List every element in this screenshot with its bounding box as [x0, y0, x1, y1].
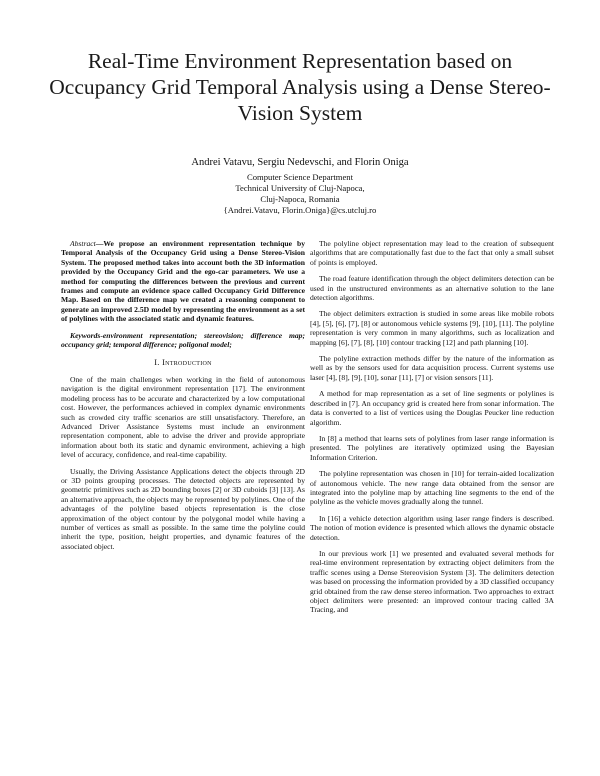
abstract — [61, 239, 305, 324]
affiliation-city: Cluj-Napoca, Romania — [260, 194, 340, 204]
paper-title: Real-Time Environment Representation based on Occupancy Grid Temporal Analysis using a Dense Stereo-Vision System — [49, 49, 551, 125]
affiliation-university: Technical University of Cluj-Napoca, — [235, 183, 365, 193]
body-paragraph: The object delimiters extraction is studied in some areas like mobile robots [4], [5], [6], [7], [8] or autonomous vehicle systems [9], [10], [11]. The polyline representation is very common in many algorithms, such as localization and mapping [6], [7], [8], [10] contour tracking [12] and path planning [10]. — [310, 309, 554, 347]
affiliation-email: {Andrei.Vatavu, Florin.Oniga}@cs.utcluj.ro — [223, 205, 377, 215]
body-paragraph: A method for map representation as a set of line segments or polylines is described in [7]. An occupancy grid is created here from sonar information. The data is converted to a list of vertices using the Douglas Peucker line reduction algorithm. — [310, 389, 554, 427]
intro-paragraph: Usually, the Driving Assistance Applications detect the objects through 2D or 3D points grouping processes. The detected objects are represented by geometric primitives such as 2D bounding boxes [2] or 3D cuboids [3] [13]. As an alternative approach, the objects may be represented by polylines. One of the advantages of the polyline based objects representation is the close approximation of the object contour by the polygonal model while having a number of vertices as small as possible. In the same time the polyline could inherit the type, position, height properties, and dynamic features of the associated object. — [61, 466, 305, 551]
intro-paragraph: One of the main challenges when working in the field of autonomous navigation is the digital environment representation [17]. The environment modeling process has to be accurate and characterized by a low computational cost. However, the performances achieved in complex dynamic environments such as crowded city traffic scenarios are still unsatisfactory. Therefore, an Advanced Driver Assistance Systems must include an environment representation component, able to advise the driver and provide appropriate information about both its static and dynamic environment, achieving a high level of accuracy, confidence, and real-time capability. — [61, 374, 305, 460]
body-paragraph: The road feature identification through the object delimiters detection can be used in the unstructured environments as an alternative solution to the lane detection algorithms. — [310, 274, 554, 303]
body-paragraph: In our previous work [1] we presented and evaluated several methods for real-time environment representation by extracting object delimiters from the traffic scenes using a Dense Stereovision System [3]. The delimiters detection was based on processing the information provided by a 3D classified occupancy grid obtained from the raw dense stereo information. Two approaches to extract object delimiters were presented: an improved contour tracing called 3A Tracing, and — [310, 548, 554, 615]
affiliation-block — [60, 172, 540, 216]
body-paragraph: In [8] a method that learns sets of polylines from laser range information is presented. The polylines are iteratively optimized using the Bayesian Information Criterion. — [310, 433, 554, 462]
right-column — [310, 239, 554, 622]
left-column — [61, 239, 305, 558]
body-paragraph: The polyline representation was chosen in [10] for terrain-aided localization of autonomous vehicle. The new range data obtained from the sensor are integrated into the polyline map by attaching line segments to the end of the polyline as the vehicle moves gradually along the tunnel. — [310, 469, 554, 507]
body-paragraph: The polyline extraction methods differ by the nature of the information as well as by the sensors used for data acquisition process. Current systems use laser [4], [8], [9], [10], sonar [11], [7] or vision sensors [11]. — [310, 354, 554, 382]
body-paragraph: The polyline object representation may lead to the creation of subsequent algorithms that are computationally fast due to the fact that only a small subset of points is employed. — [310, 239, 554, 267]
author-list: Andrei Vatavu, Sergiu Nedevschi, and Florin Oniga — [191, 157, 409, 168]
abstract-label: Abstract — [70, 239, 96, 248]
keywords: Keywords-environment representation; stereovision; difference map; occupancy grid; temporal difference; poligonal model; — [61, 330, 305, 350]
abstract-text: —We propose an environment representation technique by Temporal Analysis of the Occupancy Grid using a Dense Stereo-Vision System. The proposed method takes into account both the 3D information provided by the Occupancy Grid and the ego-car parameters. We use a method for computing the differences between the previous and current frames and compute an evidence space called Occupancy Grid Difference Map. Based on the difference map we created a reasoning component to generate an improved 2.5D model by representing the environment as a set of polylines with the associated static and dynamic features. — [61, 239, 305, 324]
body-paragraph: In [16] a vehicle detection algorithm using laser range finders is described. The notion of motion evidence is presented which allows the dynamic obstacle detection. — [310, 513, 554, 542]
section-heading-introduction: I. Introduction — [154, 358, 212, 368]
affiliation-department: Computer Science Department — [247, 172, 353, 182]
